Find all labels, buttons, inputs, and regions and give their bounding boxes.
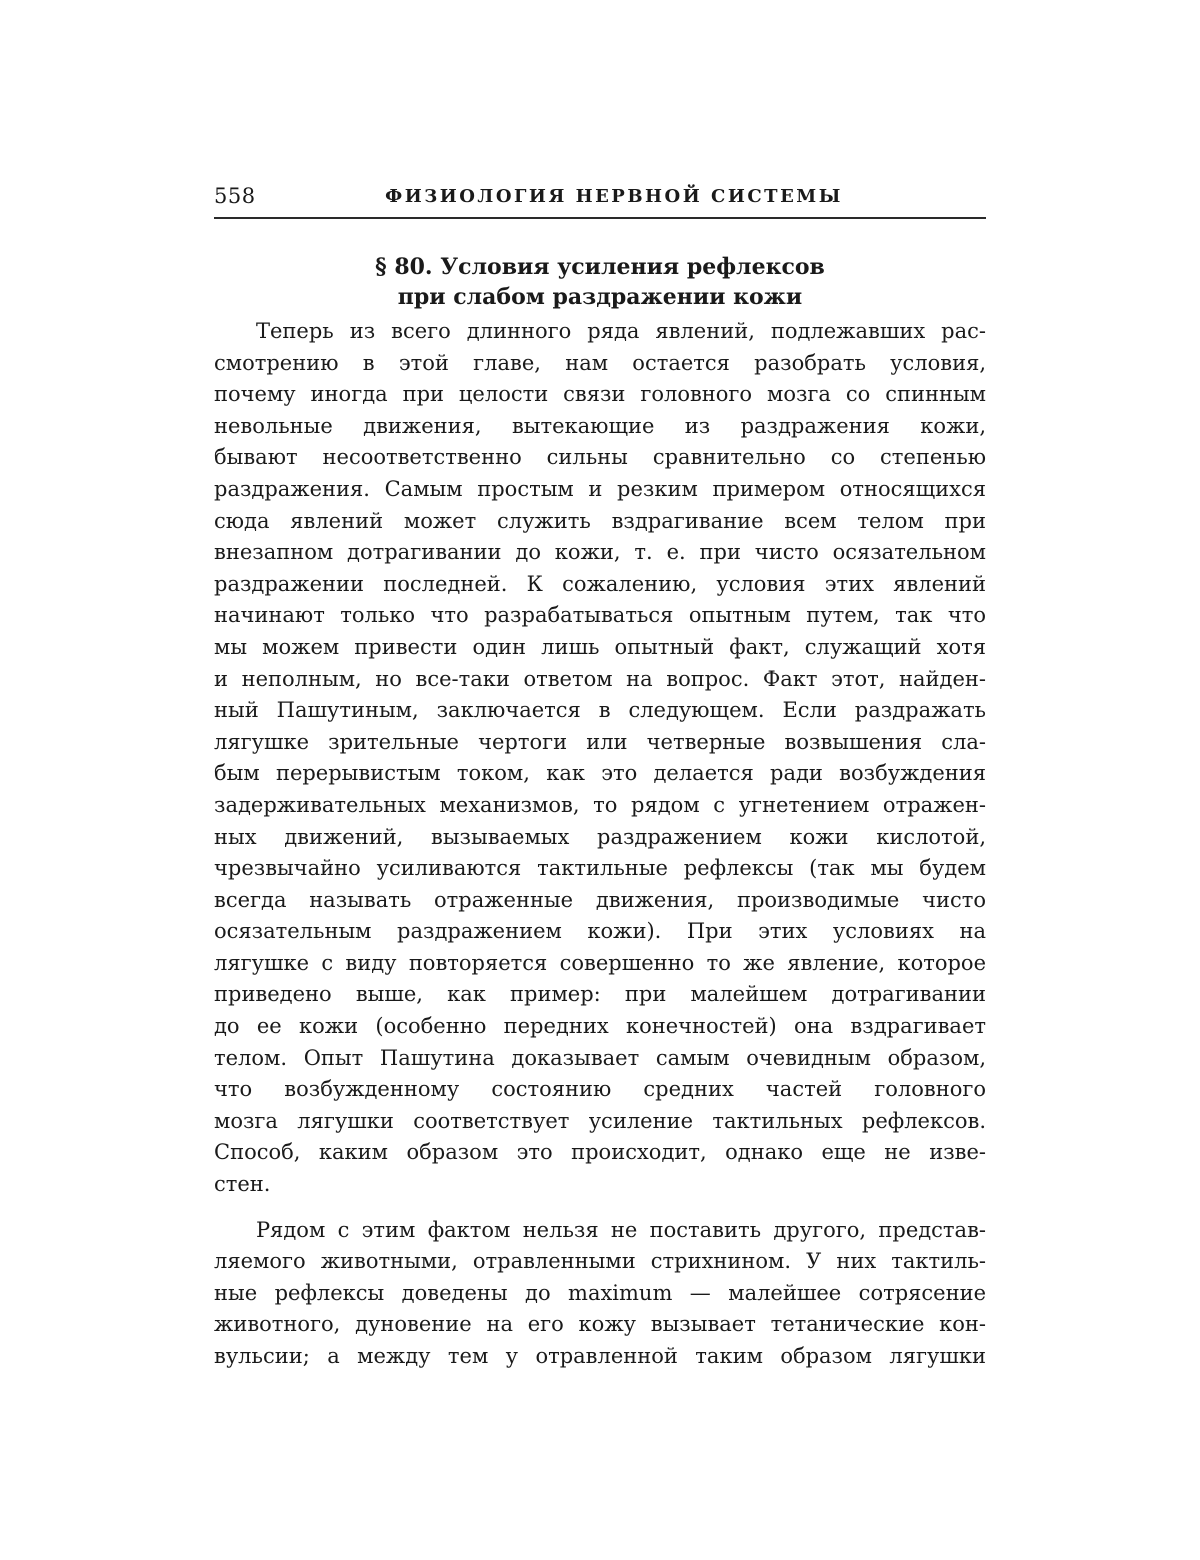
text-line: чрезвычайно усиливаются тактильные рефлексы (так мы будем [214, 856, 986, 881]
text-line: Теперь из всего длинного ряда явлений, подлежавших рас- [256, 319, 986, 343]
text-line: лягушке зрительные чертоги или четверные возвышения сла- [214, 729, 986, 754]
text-line: мы можем привести один лишь опытный факт, служащий хотя [214, 634, 986, 659]
text-line: Рядом с этим фактом нельзя не поставить другого, представ- [256, 1217, 986, 1242]
page-number: 558 [214, 184, 256, 208]
text-line: приведено выше, как пример: при малейшем дотрагивании [214, 982, 986, 1007]
text-line: сюда явлений может служить вздрагивание всем телом при [214, 508, 986, 533]
text-line: вульсии; а между тем у отравленной таким образом лягушки [214, 1344, 986, 1368]
section-heading [214, 252, 986, 312]
text-line: смотрению в этой главе, нам остается разобрать условия, [214, 350, 986, 375]
running-head [214, 184, 986, 214]
text-line: всегда называть отраженные движения, производимые чисто [214, 887, 986, 912]
text-line: задерживательных механизмов, то рядом с угнетением отражен- [214, 792, 986, 817]
text-line: невольные движения, вытекающие из раздражения кожи, [214, 413, 986, 438]
text-line: начинают только что разрабатываться опытным путем, так что [214, 603, 986, 628]
text-line: ных движений, вызываемых раздражением кожи кислотой, [214, 824, 986, 849]
text-line: почему иногда при целости связи головного мозга со спинным [214, 382, 986, 407]
section-heading-line-1: § 80. Условия усиления рефлексов [375, 254, 825, 280]
body-text [214, 316, 986, 1373]
running-title: ФИЗИОЛОГИЯ НЕРВНОЙ СИСТЕМЫ [385, 186, 843, 207]
text-line: стен. [214, 1172, 271, 1197]
text-line: осязательным раздражением кожи). При этих условиях на [214, 919, 986, 944]
header-rule [214, 217, 986, 219]
paragraph-gap [214, 1201, 986, 1215]
text-line: ляемого животными, отравленными стрихнином. У них тактиль- [214, 1249, 986, 1274]
text-line: и неполным, но все-таки ответом на вопрос. Факт этот, найден- [214, 666, 986, 691]
paragraph [214, 1215, 986, 1373]
text-line: ные рефлексы доведены до maximum — малейшее сотрясение [214, 1280, 986, 1305]
text-line: Способ, каким образом это происходит, однако еще не изве- [214, 1140, 986, 1165]
text-line: лягушке с виду повторяется совершенно то же явление, которое [214, 950, 986, 975]
section-heading-line-2: при слабом раздражении кожи [397, 284, 803, 310]
text-line: бым перерывистым током, как это делается ради возбуждения [214, 761, 986, 786]
text-line: телом. Опыт Пашутина доказывает самым очевидным образом, [214, 1045, 986, 1070]
text-line: животного, дуновение на его кожу вызывает тетанические кон- [214, 1312, 986, 1337]
text-line: до ее кожи (особенно передних конечностей) она вздрагивает [214, 1014, 986, 1039]
text-line: бывают несоответственно сильны сравнительно со степенью [214, 445, 986, 470]
text-line: раздражении последней. К сожалению, условия этих явлений [214, 571, 986, 596]
paragraph [214, 316, 986, 1201]
text-line: ный Пашутиным, заключается в следующем. Если раздражать [214, 698, 986, 723]
text-line: мозга лягушки соответствует усиление тактильных рефлексов. [214, 1108, 986, 1133]
text-line: раздражения. Самым простым и резким примером относящихся [214, 476, 986, 501]
text-line: внезапном дотрагивании до кожи, т. е. при чисто осязательном [214, 540, 986, 565]
text-line: что возбужденному состоянию средних частей головного [214, 1077, 986, 1102]
